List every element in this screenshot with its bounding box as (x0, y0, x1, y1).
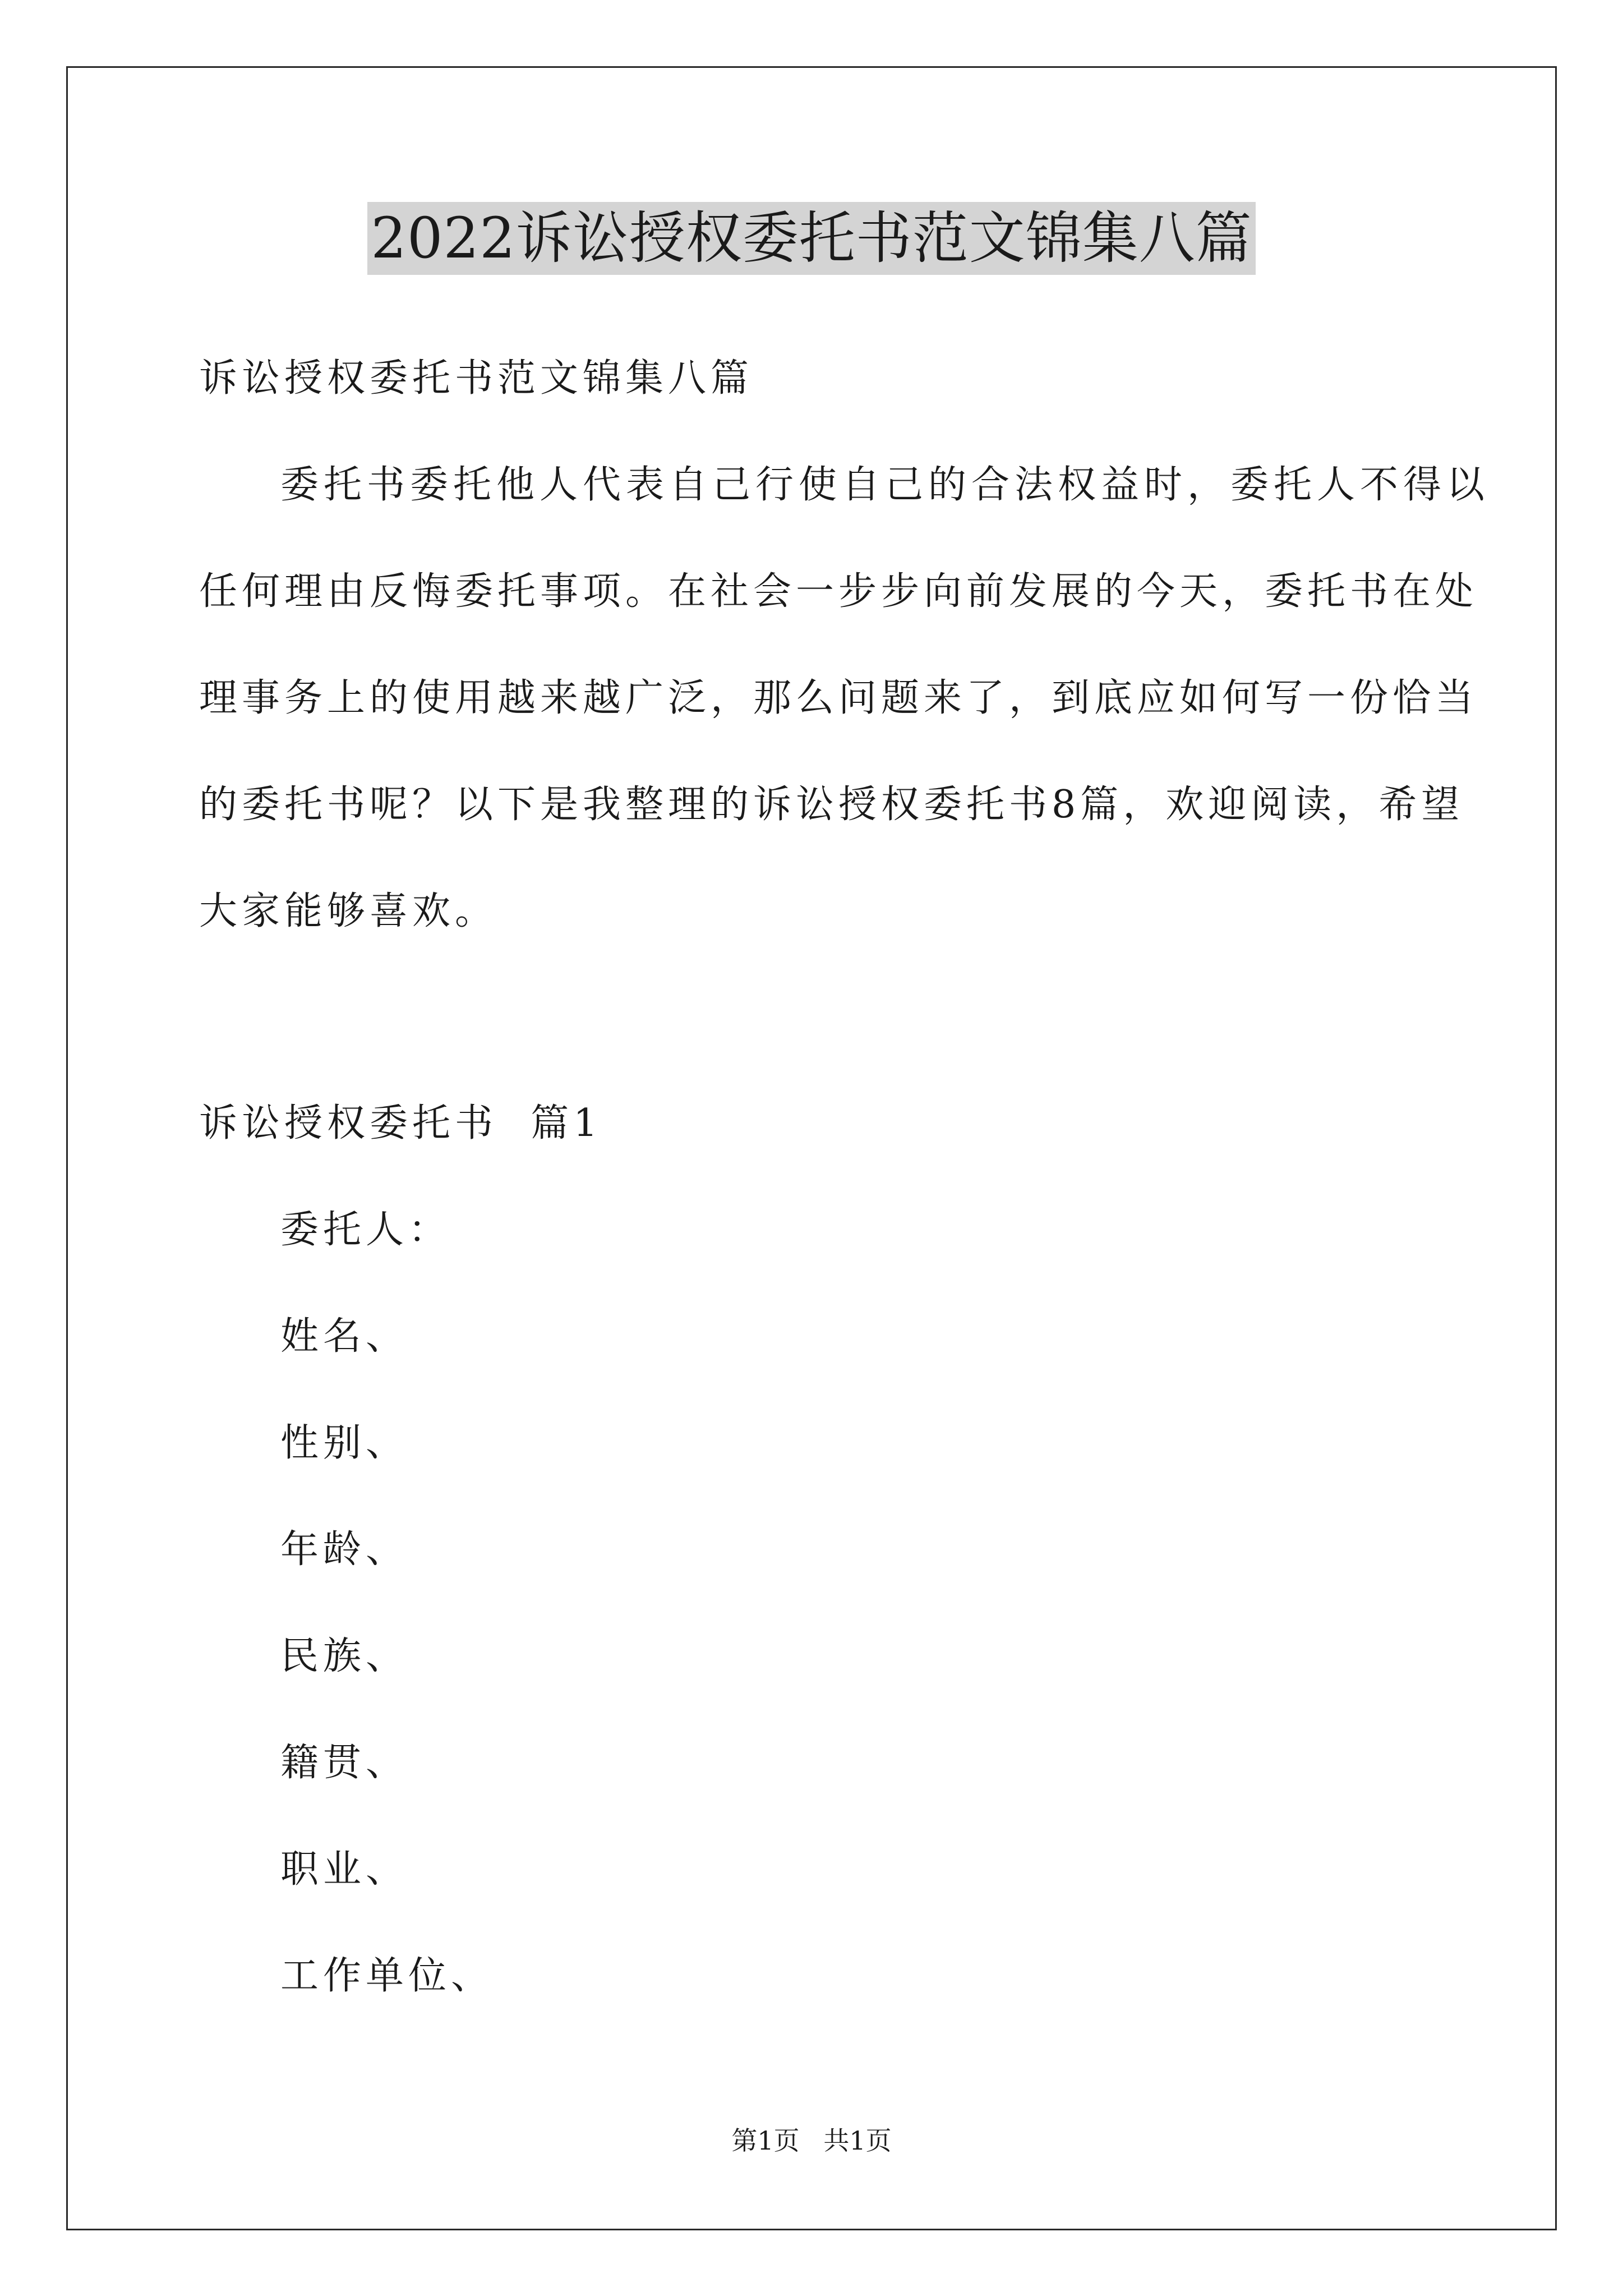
section-heading: 诉讼授权委托书 篇1 (199, 1101, 602, 1145)
field-native-place: 籍贯、 (280, 1741, 409, 1785)
intro-line-4: 的委托书呢？以下是我整理的诉讼授权委托书8篇，欢迎阅读，希望 (199, 783, 1464, 827)
page-number-total: 共1页 (823, 2125, 892, 2156)
document-subtitle: 诉讼授权委托书范文锦集八篇 (199, 356, 754, 401)
field-delegator: 委托人： (280, 1208, 451, 1252)
intro-line-1: 委托书委托他人代表自己行使自己的合法权益时，委托人不得以 (280, 463, 1490, 507)
field-occupation: 职业、 (280, 1847, 409, 1892)
document-title: 2022诉讼授权委托书范文锦集八篇 (367, 202, 1256, 275)
field-name: 姓名、 (280, 1314, 409, 1359)
page-number-current: 第1页 (731, 2125, 800, 2156)
field-gender: 性别、 (280, 1421, 409, 1465)
title-container (0, 202, 1623, 275)
intro-line-3: 理事务上的使用越来越广泛，那么问题来了，到底应如何写一份恰当 (199, 676, 1478, 720)
field-workplace: 工作单位、 (280, 1954, 494, 1998)
field-ethnicity: 民族、 (280, 1634, 409, 1678)
intro-line-5: 大家能够喜欢。 (199, 889, 498, 933)
intro-line-2: 任何理由反悔委托事项。在社会一步步向前发展的今天，委托书在处 (199, 569, 1478, 614)
field-age: 年龄、 (280, 1527, 409, 1572)
page-footer (0, 2125, 1623, 2156)
